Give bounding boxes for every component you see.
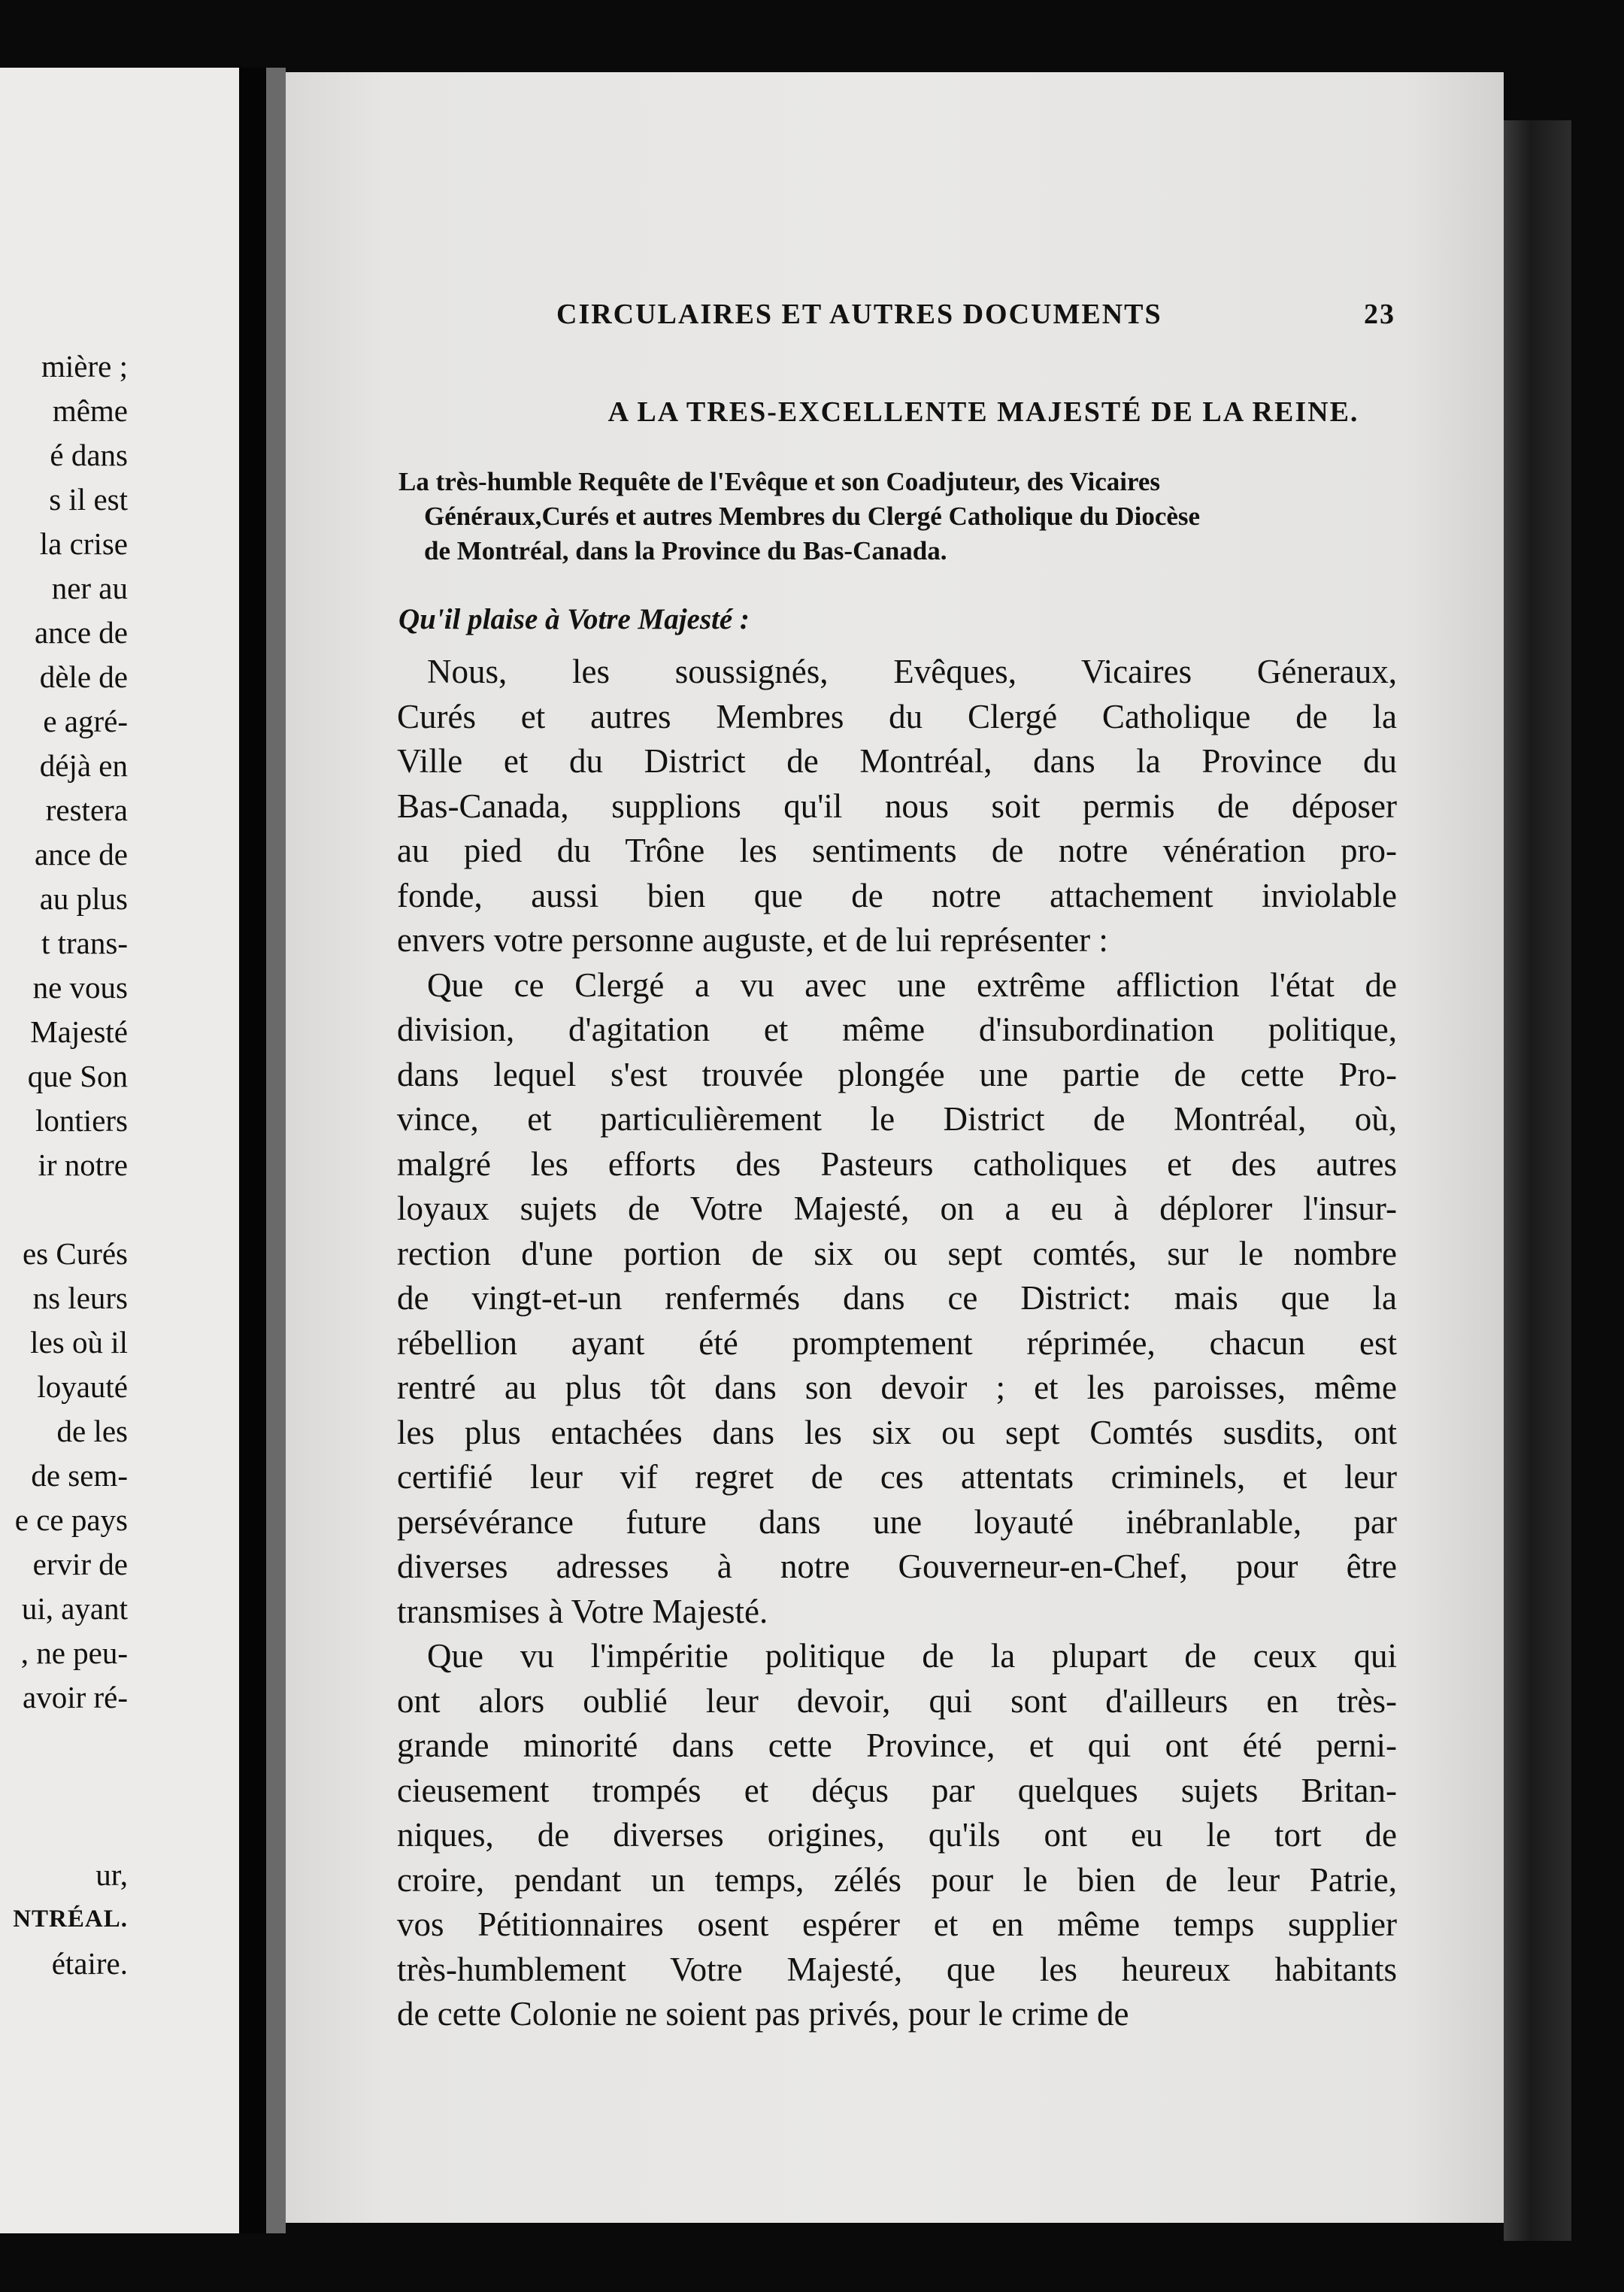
body-line: division, d'agitation et même d'insubordination politique, — [397, 1011, 1397, 1048]
left-page-line: au plus — [39, 881, 128, 916]
body-line: fonde, aussi bien que de notre attachement inviolable — [397, 876, 1397, 914]
summary-line: La très-humble Requête de l'Evêque et son Coadjuteur, des Vicaires — [398, 467, 1161, 496]
left-page-line: s il est — [49, 482, 128, 517]
page-curl-shadow — [266, 68, 286, 2233]
body-line: rentré au plus tôt dans son devoir ; et les paroisses, même — [397, 1369, 1397, 1406]
left-page-line: avoir ré- — [23, 1680, 128, 1714]
left-page-line: ne vous — [32, 970, 128, 1005]
body-line: vos Pétitionnaires osent espérer et en même temps supplier — [397, 1905, 1397, 1943]
left-page-line: restera — [45, 793, 128, 827]
body-line: ont alors oublié leur devoir, qui sont d'ailleurs en très- — [397, 1681, 1397, 1720]
left-page-line: ir notre — [38, 1148, 128, 1182]
body-line: niques, de diverses origines, qu'ils ont eu le tort de — [397, 1816, 1397, 1854]
left-page-line: ns leurs — [32, 1281, 128, 1315]
body-line: dans lequel s'est trouvée plongée une partie de cette Pro- — [397, 1055, 1397, 1093]
left-page-line: de sem- — [31, 1458, 128, 1493]
body-line: les plus entachées dans les six ou sept Comtés susdits, ont — [397, 1413, 1397, 1451]
document-title-text: A LA TRES-EXCELLENTE MAJESTÉ DE LA REINE. — [607, 396, 1359, 428]
body-line: envers votre personne auguste, et de lui représenter : — [397, 921, 1108, 959]
body-line: grande minorité dans cette Province, et qui ont été perni- — [397, 1727, 1397, 1764]
body-line: transmises à Votre Majesté. — [397, 1592, 768, 1630]
left-page-line: ner au — [51, 571, 128, 605]
left-page-line — [0, 1808, 128, 1853]
left-page-line: e agré- — [43, 704, 128, 738]
left-page-text — [0, 344, 128, 1986]
left-page-line: NTRÉAL. — [13, 1905, 128, 1933]
left-page-line — [0, 1720, 128, 1764]
left-page-line: déjà en — [39, 748, 128, 783]
body-line: au pied du Trône les sentiments de notre vénération pro- — [397, 832, 1397, 869]
body-line: persévérance future dans une loyauté inébranlable, par — [397, 1502, 1397, 1541]
left-page-line: é dans — [50, 438, 128, 472]
petition-body — [397, 650, 1397, 2037]
page-number: 23 — [1364, 299, 1395, 330]
left-page-line: es Curés — [22, 1236, 128, 1271]
left-page-line: les où il — [30, 1325, 128, 1360]
book-fore-edge — [1504, 120, 1571, 2241]
left-page-line: loyauté — [37, 1369, 128, 1404]
left-page-line — [0, 1764, 128, 1808]
petition-summary — [398, 465, 1376, 568]
body-line: très-humblement Votre Majesté, que les heureux habitants — [397, 1950, 1397, 1988]
body-line: rection d'une portion de six ou sept comtés, sur le nombre — [397, 1234, 1397, 1272]
body-line: Nous, les soussignés, Evêques, Vicaires Géneraux, — [427, 653, 1397, 690]
left-page-line: mière ; — [41, 349, 128, 384]
left-page-line: ance de — [34, 615, 128, 650]
salutation: Qu'il plaise à Votre Majesté : — [398, 603, 750, 635]
body-line: certifié leur vif regret de ces attentats criminels, et leur — [397, 1458, 1397, 1496]
body-line: Bas-Canada, supplions qu'il nous soit permis de déposer — [397, 787, 1397, 825]
left-page-line: ervir de — [32, 1547, 128, 1581]
left-page-line: la crise — [39, 526, 128, 561]
left-page-line: lontiers — [35, 1103, 128, 1138]
left-page-line: t trans- — [41, 926, 128, 960]
body-line: de vingt-et-un renfermés dans ce District: mais que la — [397, 1279, 1397, 1317]
running-title: CIRCULAIRES ET AUTRES DOCUMENTS — [556, 299, 1162, 330]
left-page-line — [0, 1187, 128, 1232]
body-line: Ville et du District de Montréal, dans la Province du — [397, 742, 1397, 780]
left-page-line: de les — [56, 1414, 128, 1448]
left-page-line: étaire. — [51, 1946, 128, 1981]
left-page-line: Majesté — [30, 1014, 128, 1049]
body-line: malgré les efforts des Pasteurs catholiques et des autres — [397, 1144, 1397, 1183]
body-line: de cette Colonie ne soient pas privés, pour le crime de — [397, 1995, 1129, 2033]
left-page-line: ui, ayant — [21, 1591, 128, 1626]
left-page-fragment — [0, 68, 239, 2233]
summary-line: de Montréal, dans la Province du Bas-Canada. — [424, 536, 947, 565]
left-page-line: dèle de — [39, 659, 128, 694]
left-page-line: que Son — [27, 1059, 128, 1093]
left-page-line: e ce pays — [14, 1502, 128, 1537]
summary-line: Généraux,Curés et autres Membres du Clergé Catholique du Diocèse — [424, 502, 1201, 531]
book-gutter — [239, 68, 266, 2233]
left-page-line: , ne peu- — [20, 1636, 128, 1670]
body-line: diverses adresses à notre Gouverneur-en-Chef, pour être — [397, 1548, 1397, 1585]
body-line: Curés et autres Membres du Clergé Catholique de la — [397, 697, 1397, 735]
body-line: loyaux sujets de Votre Majesté, on a eu à déplorer l'insur- — [397, 1190, 1397, 1227]
body-line: rébellion ayant été promptement réprimée, chacun est — [397, 1323, 1397, 1362]
left-page-line: ance de — [34, 837, 128, 872]
body-line: cieusement trompés et déçus par quelques sujets Britan- — [397, 1771, 1397, 1809]
left-page-line: ur, — [95, 1857, 128, 1892]
left-page-line: même — [52, 393, 128, 428]
body-line: Que vu l'impéritie politique de la plupart de ceux qui — [427, 1637, 1397, 1675]
main-page — [286, 72, 1504, 2223]
body-line: croire, pendant un temps, zélés pour le bien de leur Patrie, — [397, 1860, 1397, 1899]
document-title — [286, 396, 1504, 429]
body-line: Que ce Clergé a vu avec une extrême affliction l'état de — [427, 966, 1397, 1004]
body-line: vince, et particulièrement le District de Montréal, où, — [397, 1100, 1397, 1138]
